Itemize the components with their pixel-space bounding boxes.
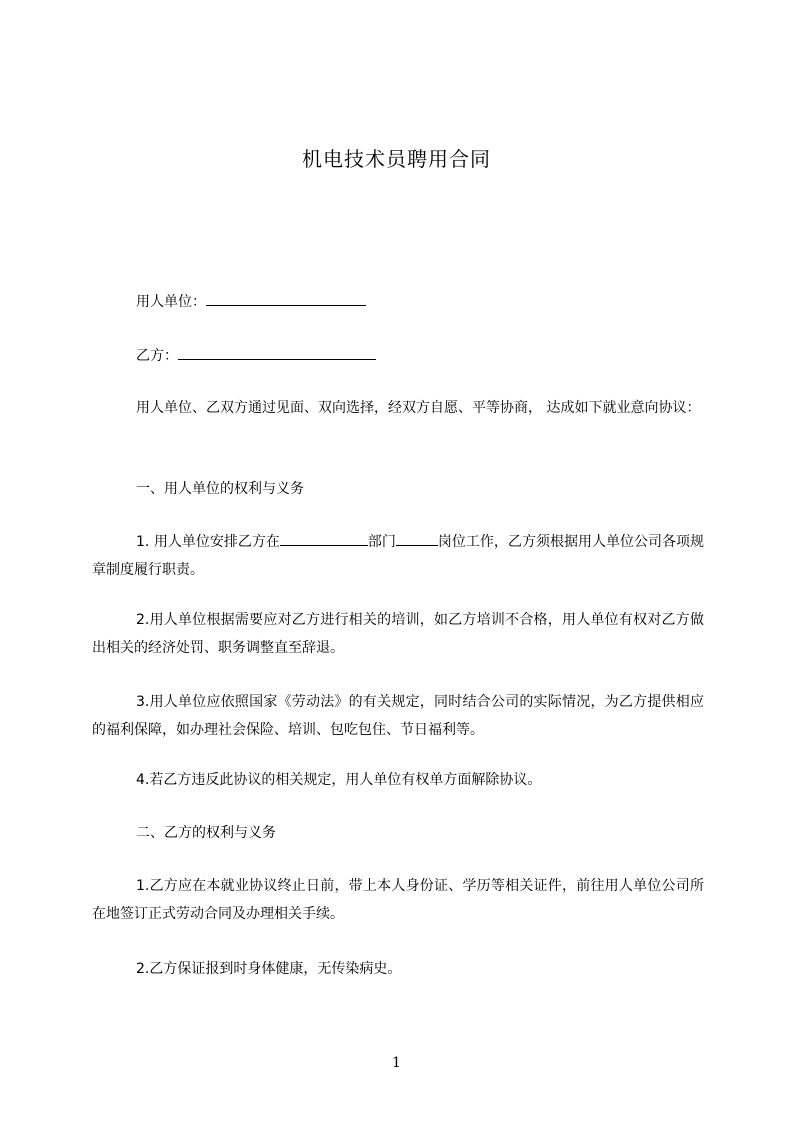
section2-item2: 2.乙方保证报到时身体健康，无传染病史。 [136, 961, 402, 977]
intro-paragraph: 用人单位、乙双方通过见面、双向选择，经双方自愿、平等协商， 达成如下就业意向协议： [136, 400, 701, 416]
section1-heading: 一、用人单位的权利与义务 [136, 481, 304, 497]
section1-item1: 1. 用人单位安排乙方在 部门 岗位工作，乙方须根据用人单位公司各项规章制度履行职责。 [92, 528, 704, 584]
section2-item1: 1.乙方应在本就业协议终止日前，带上本人身份证、学历等相关证件，前往用人单位公司所在地签订正式劳动合同及办理相关手续。 [92, 878, 704, 922]
party-b-blank[interactable] [178, 345, 376, 360]
party-b-label: 乙方： [136, 348, 178, 364]
party-b-line [136, 345, 376, 366]
section2-heading: 二、乙方的权利与义务 [136, 825, 276, 841]
page-number: 1 [392, 1055, 401, 1071]
party-a-blank[interactable] [206, 291, 366, 306]
document-title: 机电技术员聘用合同 [302, 147, 491, 171]
party-a-label: 用人单位： [136, 294, 206, 310]
section1-item3: 3.用人单位应依照国家《劳动法》的有关规定，同时结合公司的实际情况，为乙方提供相应的福利保障，如办理社会保险、培训、包吃包住、节日福利等。 [92, 694, 704, 738]
department-blank[interactable] [280, 531, 368, 546]
position-blank[interactable] [396, 531, 438, 546]
section1-item4: 4.若乙方违反此协议的相关规定，用人单位有权单方面解除协议。 [136, 772, 542, 788]
section1-item2: 2.用人单位根据需要应对乙方进行相关的培训，如乙方培训不合格，用人单位有权对乙方做出相关的经济处罚、职务调整直至辞退。 [92, 612, 704, 656]
party-a-line [136, 291, 366, 312]
